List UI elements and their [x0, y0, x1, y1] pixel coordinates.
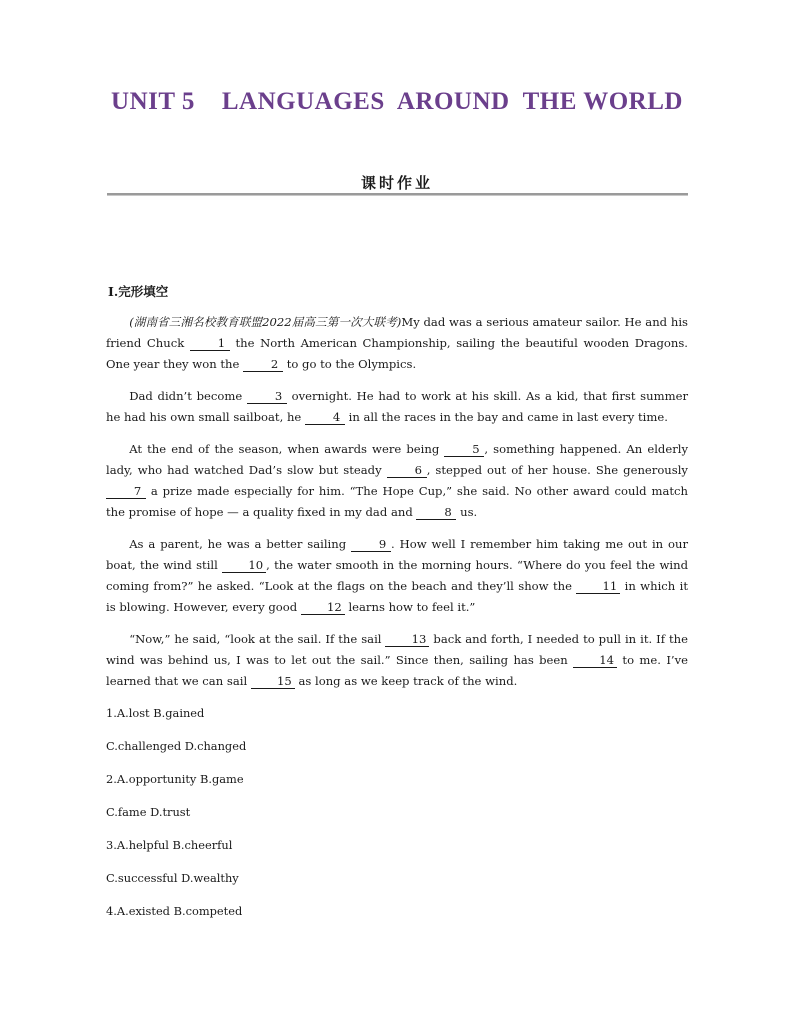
blank-1: 1	[190, 336, 230, 351]
page-title: UNIT 5 LANGUAGES AROUND THE WORLD	[111, 88, 683, 115]
passage-text: At the end of the season, when awards were being	[129, 442, 445, 456]
blank-5: 5	[444, 442, 484, 457]
passage-text: “Now,” he said, “look at the sail. If the sail	[129, 632, 386, 646]
passage-text: to me. I’ve learned that we can sail	[106, 653, 688, 688]
blank-11: 11	[576, 579, 620, 594]
section-heading: Ⅰ.完形填空	[108, 284, 169, 299]
passage-text: , something happened. An elderly lady, who had watched Dad’s slow but steady	[106, 442, 688, 477]
blank-8: 8	[416, 505, 456, 520]
passage-text: a prize made especially for him. “The Hope Cup,” she said. No other award could match the promise of hope — a quality fixed in my dad and	[106, 484, 688, 519]
option-line: 4.A.existed B.competed	[106, 904, 243, 918]
cloze-content	[106, 312, 688, 934]
blank-15: 15	[251, 674, 295, 689]
passage-text: us.	[456, 505, 478, 519]
blank-13: 13	[385, 632, 429, 647]
passage-text: My dad was a serious amateur sailor. He and his friend Chuck	[106, 315, 688, 350]
passage-text: , stepped out of her house. She generously	[426, 463, 688, 477]
blank-12: 12	[301, 600, 345, 615]
blank-6: 6	[387, 463, 427, 478]
passage-paragraph-5	[106, 629, 688, 692]
passage-text: the North American Championship, sailing the beautiful wooden Dragons. One year they won the	[106, 336, 688, 371]
passage-text: learns how to feel it.”	[344, 600, 476, 614]
passage-text: in all the races in the bay and came in last every time.	[344, 410, 668, 424]
passage-text: overnight. He had to work at his skill. As a kid, that first summer he had his own small sailboat, he	[106, 389, 688, 424]
option-line: C.fame D.trust	[106, 805, 191, 819]
option-line: 1.A.lost B.gained	[106, 706, 205, 720]
passage-paragraph-3	[106, 439, 688, 523]
answer-options	[106, 703, 688, 922]
option-line: C.challenged D.changed	[106, 739, 247, 753]
passage-paragraph-2	[106, 386, 688, 428]
passage-paragraph-1	[106, 312, 688, 375]
blank-9: 9	[351, 537, 391, 552]
passage-text: Dad didn’t become	[129, 389, 247, 403]
option-line: 3.A.helpful B.cheerful	[106, 838, 233, 852]
passage-text: , the water smooth in the morning hours. “Where do you feel the wind coming from?” he asked. “Look at the flags on the beach and they’ll show the	[106, 558, 688, 593]
blank-7: 7	[106, 484, 146, 499]
passage-source: (湖南省三湘名校教育联盟2022届高三第一次大联考)	[129, 315, 402, 329]
passage-text: As a parent, he was a better sailing	[129, 537, 352, 551]
passage-paragraph-4	[106, 534, 688, 618]
passage-text: as long as we keep track of the wind.	[294, 674, 518, 688]
passage-text: back and forth, I needed to pull in it. If the wind was behind us, I was to let out the sail.” Since then, sailing has been	[106, 632, 688, 667]
page-subtitle: 课时作业	[360, 174, 433, 192]
header-divider	[107, 193, 688, 196]
blank-3: 3	[247, 389, 287, 404]
passage-text: in which it is blowing. However, every good	[106, 579, 688, 614]
option-line: 2.A.opportunity B.game	[106, 772, 244, 786]
blank-4: 4	[305, 410, 345, 425]
blank-10: 10	[222, 558, 266, 573]
blank-2: 2	[243, 357, 283, 372]
passage-text: . How well I remember him taking me out in our boat, the wind still	[106, 537, 689, 572]
blank-14: 14	[573, 653, 617, 668]
option-line: C.successful D.wealthy	[106, 871, 239, 885]
passage-text: to go to the Olympics.	[283, 357, 417, 371]
